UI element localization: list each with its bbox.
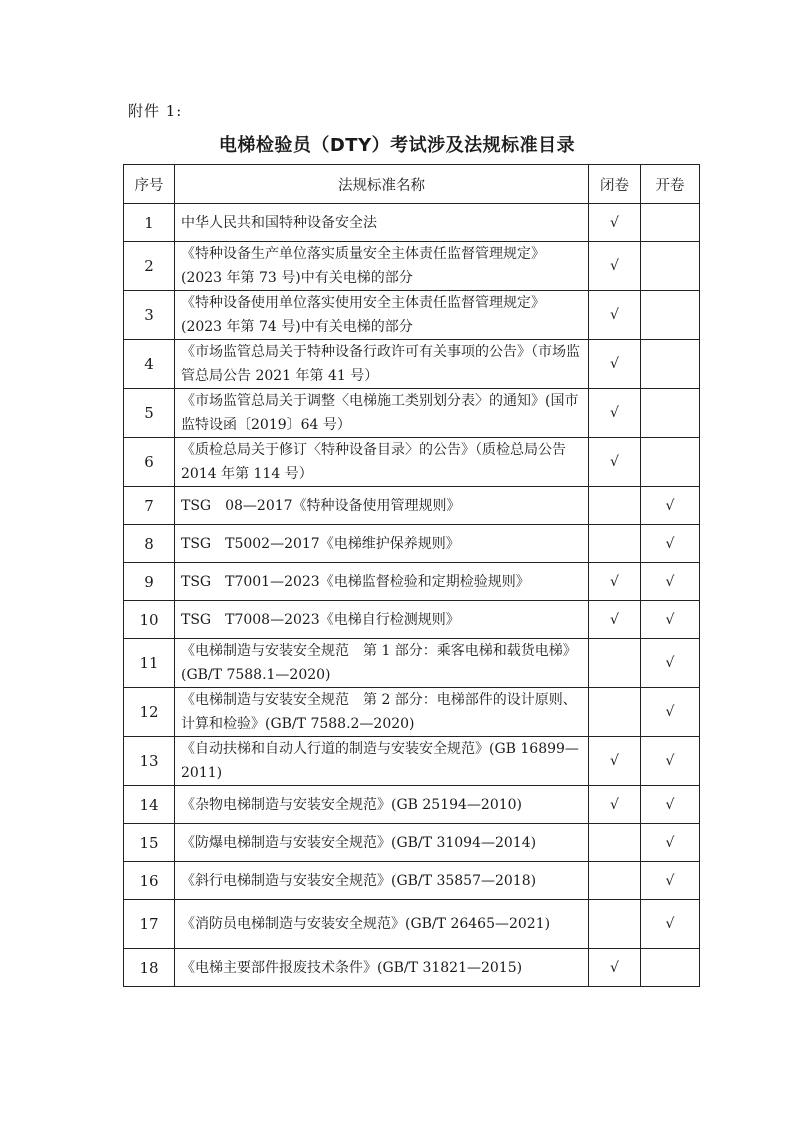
- closed-book-check: √: [589, 949, 641, 987]
- open-book-check: √: [641, 639, 700, 688]
- open-book-check: [641, 291, 700, 340]
- row-number: 3: [124, 291, 175, 340]
- open-book-check: √: [641, 786, 700, 824]
- table-row: [124, 737, 700, 786]
- row-number: 9: [124, 563, 175, 601]
- regulation-name: 《市场监管总局关于特种设备行政许可有关事项的公告》（市场监管总局公告 2021 年第 41 号）: [175, 340, 589, 389]
- open-book-check: [641, 340, 700, 389]
- row-number: 15: [124, 824, 175, 862]
- closed-book-check: √: [589, 438, 641, 487]
- open-book-check: √: [641, 900, 700, 949]
- closed-book-check: √: [589, 786, 641, 824]
- row-number: 4: [124, 340, 175, 389]
- open-book-check: [641, 389, 700, 438]
- regulation-name: 《市场监管总局关于调整〈电梯施工类别划分表〉的通知》(国市监特设函〔2019〕64 号）: [175, 389, 589, 438]
- table-row: [124, 291, 700, 340]
- regulation-name: 中华人民共和国特种设备安全法: [175, 204, 589, 242]
- closed-book-check: [589, 900, 641, 949]
- closed-book-check: √: [589, 291, 641, 340]
- table-row: [124, 949, 700, 987]
- row-number: 13: [124, 737, 175, 786]
- open-book-check: √: [641, 487, 700, 525]
- regulation-name: 《防爆电梯制造与安装安全规范》(GB/T 31094—2014): [175, 824, 589, 862]
- header-closed-book: 闭卷: [589, 165, 641, 204]
- open-book-check: √: [641, 862, 700, 900]
- regulation-name: 《特种设备生产单位落实质量安全主体责任监督管理规定》(2023 年第 73 号)中有关电梯的部分: [175, 242, 589, 291]
- attachment-label: 附件 1:: [128, 102, 183, 120]
- row-number: 5: [124, 389, 175, 438]
- regulation-name: 《电梯主要部件报废技术条件》(GB/T 31821—2015): [175, 949, 589, 987]
- closed-book-check: √: [589, 601, 641, 639]
- regulation-name: TSG T7008—2023《电梯自行检测规则》: [175, 601, 589, 639]
- row-number: 11: [124, 639, 175, 688]
- table-row: [124, 900, 700, 949]
- closed-book-check: √: [589, 242, 641, 291]
- row-number: 16: [124, 862, 175, 900]
- open-book-check: [641, 438, 700, 487]
- header-open-book: 开卷: [641, 165, 700, 204]
- open-book-check: [641, 204, 700, 242]
- open-book-check: √: [641, 688, 700, 737]
- open-book-check: [641, 242, 700, 291]
- regulation-name: 《特种设备使用单位落实使用安全主体责任监督管理规定》(2023 年第 74 号)中有关电梯的部分: [175, 291, 589, 340]
- regulation-name: 《消防员电梯制造与安装安全规范》(GB/T 26465—2021): [175, 900, 589, 949]
- row-number: 6: [124, 438, 175, 487]
- regulations-table: [123, 164, 700, 987]
- row-number: 14: [124, 786, 175, 824]
- table-row: [124, 824, 700, 862]
- regulation-name: 《电梯制造与安装安全规范 第 2 部分：电梯部件的设计原则、计算和检验》(GB/T 7588.2—2020): [175, 688, 589, 737]
- row-number: 17: [124, 900, 175, 949]
- header-name: 法规标准名称: [175, 165, 589, 204]
- row-number: 10: [124, 601, 175, 639]
- regulation-name: 《斜行电梯制造与安装安全规范》(GB/T 35857—2018): [175, 862, 589, 900]
- open-book-check: √: [641, 601, 700, 639]
- regulation-name: TSG T7001—2023《电梯监督检验和定期检验规则》: [175, 563, 589, 601]
- table-row: [124, 340, 700, 389]
- row-number: 12: [124, 688, 175, 737]
- open-book-check: √: [641, 525, 700, 563]
- closed-book-check: [589, 487, 641, 525]
- open-book-check: √: [641, 824, 700, 862]
- regulation-name: 《杂物电梯制造与安装安全规范》(GB 25194—2010): [175, 786, 589, 824]
- table-row: [124, 525, 700, 563]
- table-row: [124, 242, 700, 291]
- regulation-name: TSG T5002—2017《电梯维护保养规则》: [175, 525, 589, 563]
- closed-book-check: [589, 824, 641, 862]
- table-row: [124, 204, 700, 242]
- closed-book-check: [589, 862, 641, 900]
- row-number: 2: [124, 242, 175, 291]
- open-book-check: √: [641, 737, 700, 786]
- row-number: 7: [124, 487, 175, 525]
- header-no: 序号: [124, 165, 175, 204]
- closed-book-check: √: [589, 340, 641, 389]
- table-row: [124, 639, 700, 688]
- open-book-check: √: [641, 563, 700, 601]
- table-row: [124, 438, 700, 487]
- closed-book-check: √: [589, 737, 641, 786]
- regulation-name: 《电梯制造与安装安全规范 第 1 部分：乘客电梯和载货电梯》(GB/T 7588.1—2020): [175, 639, 589, 688]
- closed-book-check: [589, 525, 641, 563]
- closed-book-check: [589, 688, 641, 737]
- closed-book-check: √: [589, 204, 641, 242]
- table-row: [124, 862, 700, 900]
- closed-book-check: √: [589, 389, 641, 438]
- table-row: [124, 601, 700, 639]
- regulation-name: TSG 08—2017《特种设备使用管理规则》: [175, 487, 589, 525]
- table-row: [124, 786, 700, 824]
- table-row: [124, 487, 700, 525]
- row-number: 18: [124, 949, 175, 987]
- regulation-name: 《自动扶梯和自动人行道的制造与安装安全规范》(GB 16899—2011): [175, 737, 589, 786]
- open-book-check: [641, 949, 700, 987]
- row-number: 1: [124, 204, 175, 242]
- regulation-name: 《质检总局关于修订〈特种设备目录〉的公告》（质检总局公告 2014 年第 114 号）: [175, 438, 589, 487]
- table-header-row: [124, 165, 700, 204]
- document-title: 电梯检验员（DTY）考试涉及法规标准目录: [218, 135, 576, 156]
- table-row: [124, 389, 700, 438]
- table-row: [124, 688, 700, 737]
- row-number: 8: [124, 525, 175, 563]
- closed-book-check: √: [589, 563, 641, 601]
- table-row: [124, 563, 700, 601]
- closed-book-check: [589, 639, 641, 688]
